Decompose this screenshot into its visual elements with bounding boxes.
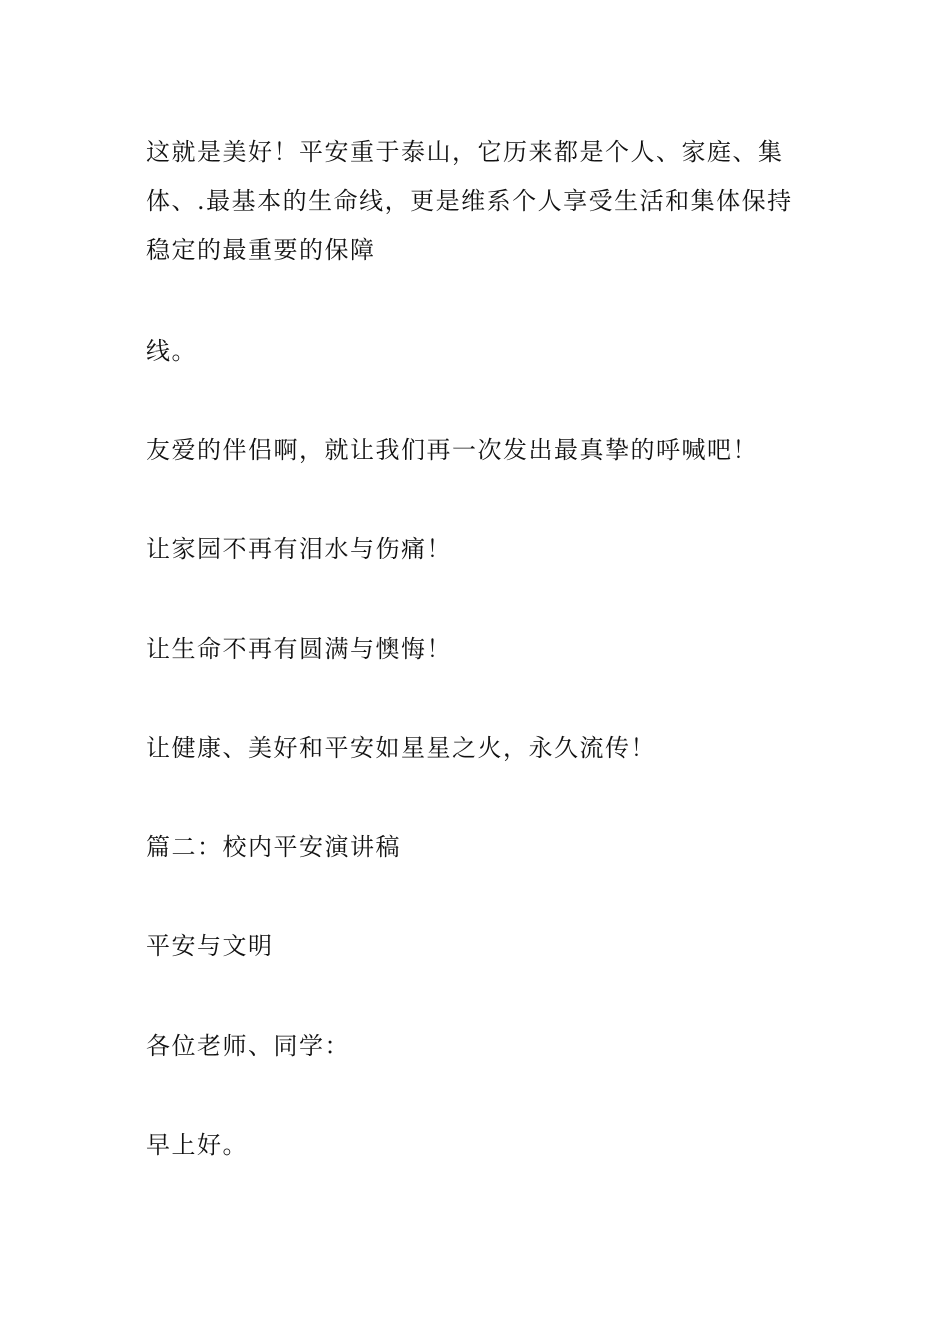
paragraph-call-to-friends: 友爱的伴侣啊，就让我们再一次发出最真挚的呼喊吧！ [146, 436, 758, 464]
speech-title: 平安与文明 [146, 932, 274, 960]
paragraph-continuation: 线。 [146, 337, 197, 365]
paragraph-no-tears: 让家园不再有泪水与伤痛！ [146, 535, 452, 563]
paragraph-spread-safety: 让健康、美好和平安如星星之火，永久流传！ [146, 734, 656, 762]
paragraph-no-regret: 让生命不再有圆满与懊悔！ [146, 635, 452, 663]
greeting: 早上好。 [146, 1131, 248, 1159]
paragraph-safety-lifeline: 这就是美好！平安重于泰山，它历来都是个人、家庭、集体、.最基本的生命线，更是维系个人享受生活和集体保持稳定的最重要的保障 [146, 138, 793, 264]
section-heading: 篇二：校内平安演讲稿 [146, 833, 401, 861]
salutation: 各位老师、同学： [146, 1032, 350, 1060]
